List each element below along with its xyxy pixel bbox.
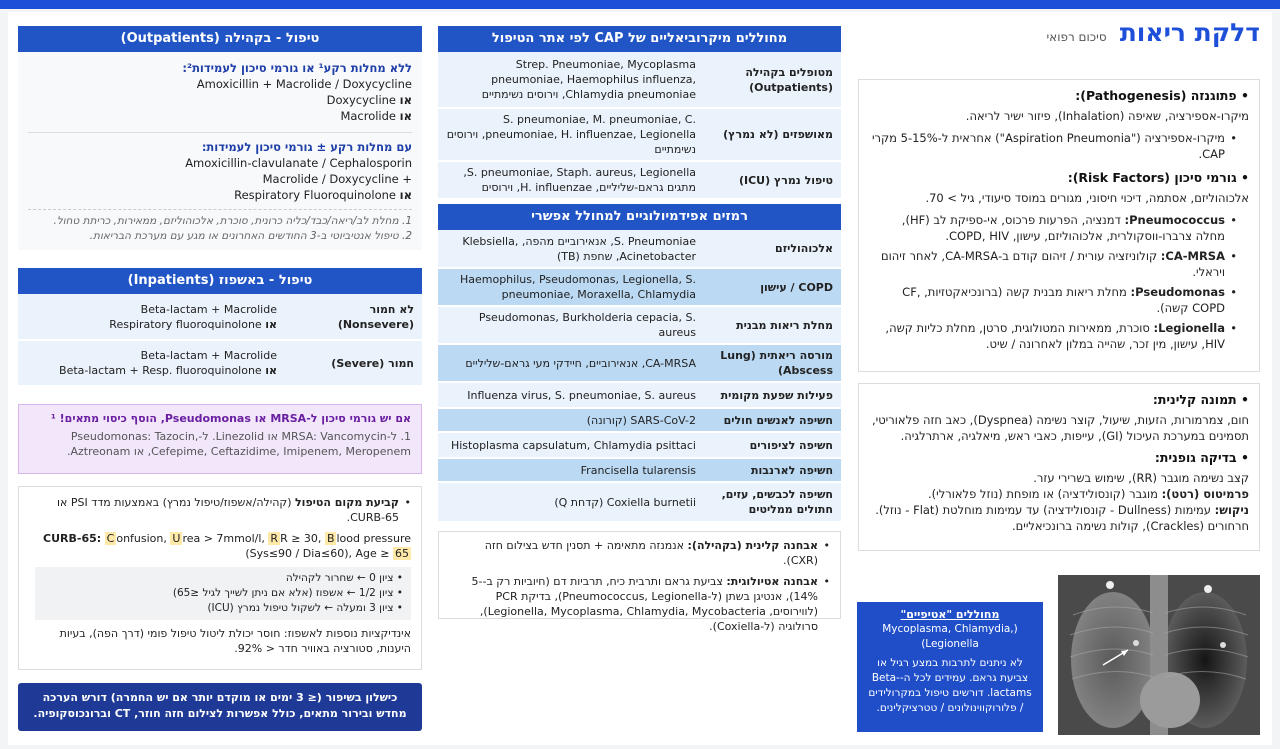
rx-line: Macrolide [340, 109, 397, 123]
rx-cell [18, 340, 285, 386]
risk-item: • Pneumococcus: דמנציה, הפרעות פרכוס, אי-ספיקת לב (HF), מחלה צרברו-ווסקולרית, אלכוהוליזם, עישון, COPD, HIV. [869, 212, 1237, 244]
epi-value: Francisella tularensis [438, 458, 704, 482]
chest-xray-image [1058, 575, 1260, 735]
page-title: דלקת ריאות [1119, 18, 1260, 47]
table-row [18, 340, 422, 386]
table-row [438, 268, 841, 306]
table-row [438, 382, 841, 408]
exam-line: פרמיטוס (רטט): מוגבר (קונסולידציה) או מופחת (נוזל פלאורלי). [928, 487, 1249, 501]
failure-box [18, 683, 422, 731]
curb65-line [29, 531, 411, 561]
epi-value: S. Pneumoniae, אנאירוביים מהפה, Klebsiella, Acinetobacter, שחפת (TB) [438, 230, 704, 268]
epi-key: חשיפה לכבשים, עזים, חתולים ממליטים [704, 482, 841, 522]
footnote: 1. מחלת לב/ריאה/כבד/כליה כרונית, סוכרת, אלכוהוליזם, ממאירות, כריתת טחול. [53, 215, 412, 227]
clinical-heading: • תמונה קלינית: [1152, 392, 1249, 407]
mrsa-box [18, 404, 422, 474]
atypical-text: לא ניתנים לתרבות במצע רגיל או צביעת גראם. עמידים לכל ה-Beta-lactams. דורשים טיפול במקרולידים / פלורוקווינולונים / טטרציקלינים. [868, 657, 1032, 714]
risk-heading: • גורמי סיכון (Risk Factors): [1067, 170, 1249, 185]
site-list [29, 495, 411, 525]
rx-line: Doxycycline [326, 93, 397, 107]
outpatient-heading: טיפול - בקהילה (Outpatients) [18, 26, 422, 52]
rx-line: Beta-lactam + Macrolide [140, 349, 277, 362]
epi-key: פעילות שפעת מקומית [704, 382, 841, 408]
diagnosis-clinical: • אבחנה קלינית (בקהילה): אנמנזה מתאימה + תסנין חדש בצילום חזה (CXR). [449, 538, 830, 568]
epi-key: חשיפה לאנשים חולים [704, 408, 841, 432]
mrsa-note: 1. ל-MRSA: Vancomycin או Linezolid. ל-Pseudomonas: Tazocin, Cefepime, Ceftazidime, Imipenem, Meropenem, או Aztreonam. [67, 430, 411, 458]
epi-section [438, 204, 841, 523]
epi-key: חשיפה לארנבות [704, 458, 841, 482]
risk-text: אלכוהוליזם, אסתמה, דיכוי חיסוני, מגורים במוסד סיעודי, גיל > 70. [925, 191, 1249, 205]
rx-line: Amoxicillin-clavulanate / Cephalosporin [185, 156, 412, 170]
table-row [438, 344, 841, 382]
pathogenesis-bullet: • מיקרו-אספירציה ("Aspiration Pneumonia") אחראית ל-5-15% מקרי CAP. [869, 130, 1237, 162]
rx-line: Respiratory Fluoroquinolone [234, 188, 397, 202]
diagnosis-card [438, 531, 841, 633]
severity-cell: חמור (Severe) [285, 340, 422, 386]
mrsa-title: אם יש גורמי סיכון ל-MRSA או Pseudomonas, הוסף כיסוי מתאים! ¹ [51, 412, 411, 425]
rx-line: Amoxicillin + Macrolide / Doxycycline [196, 77, 412, 91]
or-label: או [399, 93, 412, 107]
table-row [438, 482, 841, 522]
table-row [438, 306, 841, 344]
diagnosis-etiologic: • אבחנה אטיולוגית: צביעת גראם ותרבית כיח, תרביות דם (חיוביות רק ב-5-14%), אנטיגן בשתן (ל-Pneumococcus, Legionella), בדיקת PCR (לווירוסים, Legionella, Mycoplasma, Chlamydia, Mycobacteria), סרולוגיה (ל-Coxiella). [449, 574, 830, 634]
page-subtitle: סיכום רפואי [1046, 30, 1107, 44]
header [1047, 18, 1261, 58]
curb-extra: אינדיקציות נוספות לאשפוז: חוסר יכולת ליטול טיפול פומי (דרך הפה), בעיות היענות, סטורציה באוויר חדר < 92%. [59, 627, 411, 655]
clinical-text: חום, צמרמורות, הזעות, שיעול, קוצר נשימה (Dyspnea), כאב חזה פלאוריטי, תסמינים במערכת העיכול (GI), עייפות, כאבי ראש, מיאלגיה, ארתרלגיה. [872, 413, 1249, 443]
diagnosis-list [449, 538, 830, 634]
site-determination: • קביעת מקום הטיפול (קהילה/אשפוז/טיפול נמרץ) באמצעות מדד PSI או CURB-65. [29, 495, 411, 525]
or-label: או [265, 317, 277, 331]
exam-line: ניקוש: עמימות (Dullness - קונסולידציה) עד עמימות מוחלטת (Flat - נוזל). [875, 503, 1249, 517]
epi-value: Coxiella burnetii (קדחת Q) [438, 482, 704, 522]
table-row [438, 52, 841, 108]
atypical-box [857, 602, 1043, 732]
outpatient-card [18, 26, 422, 256]
pathogens-heading: מחוללים מיקרוביאליים של CAP לפי אתר הטיפול [438, 26, 841, 52]
epi-value: Influenza virus, S. pneumoniae, S. aureus [438, 382, 704, 408]
outpatient-notes [28, 214, 412, 244]
curb-scores [35, 567, 411, 620]
epi-value: CA-MRSA, אנאירוביים, חיידקי מעי גראם-שליליים [438, 344, 704, 382]
pathogens-section [438, 26, 841, 200]
epi-key: מורסה ריאתית (Lung Abscess) [704, 344, 841, 382]
epi-key: חשיפה לציפורים [704, 432, 841, 458]
rx-line: Beta-lactam + Resp. fluoroquinolone [59, 364, 262, 377]
epi-table [438, 230, 841, 523]
outpatient-body [18, 52, 422, 250]
table-row [438, 108, 841, 161]
risk-item: • Pseudomonas: מחלת ריאות מבנית קשה (ברונכיאקטזיות, CF, COPD קשה). [869, 284, 1237, 316]
epi-key: COPD / עישון [704, 268, 841, 306]
site-cell: מאושפזים (לא נמרץ) [704, 108, 841, 161]
epi-value: Haemophilus, Pseudomonas, Legionella, S. pneumoniae, Moraxella, Chlamydia [438, 268, 704, 306]
pathogens-table [438, 52, 841, 200]
score-line: • ציון 0 ← שחרור לקהילה [285, 572, 403, 584]
orgs-cell: Strep. Pneumoniae, Mycoplasma pneumoniae, Haemophilus influenza, Chlamydia pneumoniae, וירוסים נשימתיים [438, 52, 704, 108]
curb-criteria: C onfusion, U rea > 7mmol/l, R R ≥ 30, B lood pressure (Sys≤90 / Dia≤60), Age ≥ 65 [106, 532, 411, 560]
exam-line: חרחורים (Crackles), קולות נשימה ברונכיאליים. [1011, 519, 1249, 533]
epi-value: Histoplasma capsulatum, Chlamydia psittaci [438, 432, 704, 458]
table-row [438, 230, 841, 268]
or-label: או [399, 109, 412, 123]
epi-value: SARS-CoV-2 (קורונה) [438, 408, 704, 432]
table-row [18, 294, 422, 340]
curb-label: CURB-65: [43, 532, 102, 545]
pathogenesis-list [869, 130, 1237, 162]
inpatient-card [18, 268, 422, 387]
epi-heading: רמזים אפידמיולוגיים למחולל אפשרי [438, 204, 841, 230]
or-label: או [265, 364, 277, 377]
rx-cell [18, 294, 285, 340]
top-accent-bar [0, 0, 1280, 9]
atypical-title: מחוללים "אטיפיים" [900, 608, 1000, 621]
or-label: או [399, 188, 412, 202]
outpatient-group2-title: עם מחלות רקע ± גורמי סיכון לעמידות: [201, 140, 412, 154]
failure-text: כישלון בשיפור (≤ 3 ימים או מוקדם יותר אם יש החמרה) דורש הערכה מחדש ובירור מתאים, כולל אפשרות לצילום חזה חוזר, CT וברונכוסקופיה. [33, 691, 407, 720]
rx-line: Respiratory fluoroquinolone [109, 317, 262, 331]
site-cell: מטופלים בקהילה (Outpatients) [704, 52, 841, 108]
risk-item: • Legionella: סוכרת, ממאירות המטולוגית, סרטן, מחלת כליות קשה, HIV, עישון, מין זכר, שהייה במלון לאחרונה / שיט. [869, 320, 1237, 352]
table-row [438, 458, 841, 482]
inpatient-heading: טיפול - באשפוז (Inpatients) [18, 268, 422, 294]
rx-line: Macrolide / Doxycycline + [262, 172, 412, 186]
xray-svg [1058, 575, 1260, 735]
pathogenesis-risk-card [858, 79, 1260, 372]
score-line: • ציון 1/2 ← אשפוז (אלא אם ניתן לשייך לגיל ≤65) [172, 587, 403, 599]
table-row [438, 408, 841, 432]
curb-card [18, 486, 422, 670]
atypical-organisms: (Mycoplasma, Chlamydia, Legionella) [882, 623, 1018, 650]
outpatient-group1-title: ללא מחלות רקע¹ או גורמי סיכון לעמידות²: [182, 61, 412, 75]
table-row [438, 161, 841, 199]
rx-line: Beta-lactam + Macrolide [140, 302, 277, 316]
epi-key: מחלת ריאות מבנית [704, 306, 841, 344]
orgs-cell: S. pneumoniae, M. pneumoniae, C. pneumoniae, H. influenzae, Legionella, וירוסים נשימתיים [438, 108, 704, 161]
epi-value: Pseudomonas, Burkholderia cepacia, S. aureus [438, 306, 704, 344]
pathogenesis-heading: • פתוגנזה (Pathogenesis): [1075, 88, 1249, 103]
exam-line: קצב נשימה מוגבר (RR), שימוש בשרירי עזר. [1033, 471, 1249, 485]
inpatient-table [18, 294, 422, 387]
table-row [438, 432, 841, 458]
risk-list [869, 212, 1237, 352]
exam-heading: • בדיקה גופנית: [1154, 450, 1249, 465]
score-line: • ציון 3 ומעלה ← לשקול טיפול נמרץ (ICU) [207, 602, 403, 614]
footnote: 2. טיפול אנטיביוטי ב-3 החודשים האחרונים או מגע עם מערכת הבריאות. [89, 230, 412, 242]
epi-key: אלכוהוליזם [704, 230, 841, 268]
clinical-card [858, 383, 1260, 551]
orgs-cell: S. pneumoniae, Staph. aureus, Legionella, מתגים גראם-שליליים, H. influenzae, וירוסים [438, 161, 704, 199]
severity-cell: לא חמור (Nonsevere) [285, 294, 422, 340]
site-cell: טיפול נמרץ (ICU) [704, 161, 841, 199]
pathogenesis-text: מיקרו-אספירציה, שאיפה (Inhalation), פיזור ישיר לריאה. [965, 109, 1249, 123]
risk-item: • CA-MRSA: קולוניזציה עורית / זיהום קודם ב-CA-MRSA, לאחר זיהום ויראלי. [869, 248, 1237, 280]
